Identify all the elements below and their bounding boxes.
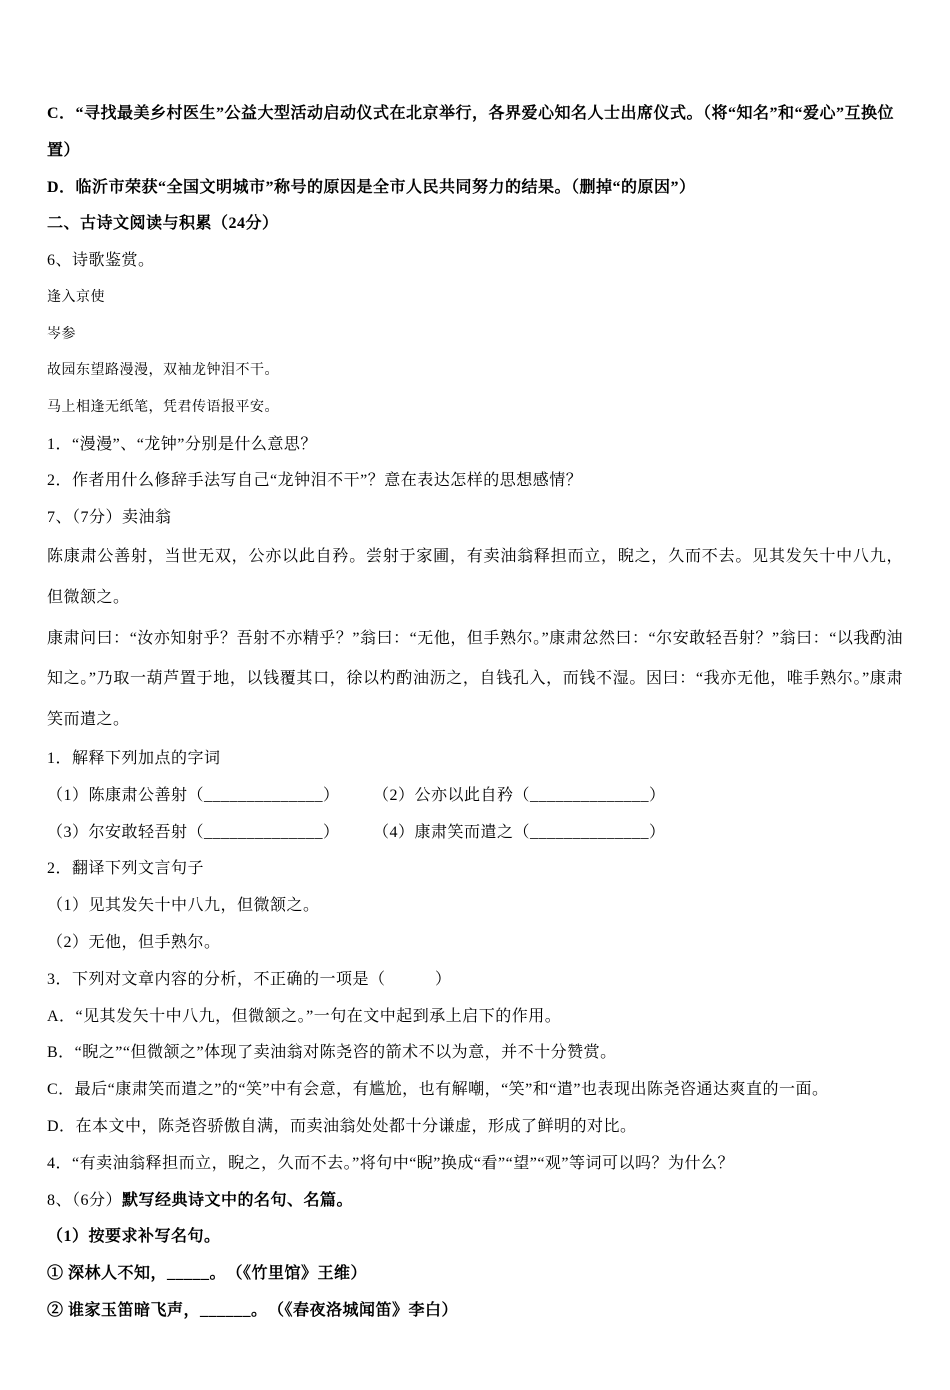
text-run: ② 谁家玉笛暗飞声，______。 （《春夜洛城闻笛》李白） — [47, 1302, 459, 1319]
document-body — [47, 96, 903, 1330]
text-line — [47, 463, 903, 500]
text-run: D．临沂市荣获“全国文明城市”称号的原因是全市人民共同努力的结果。（删掉“的原因”） — [47, 178, 696, 196]
text-run: （3）尔安敢轻吾射（______________） （4）康肃笑而遣之（______________） — [47, 823, 666, 841]
text-run: 3．下列对文章内容的分析，不正确的一项是（ ） — [47, 970, 452, 988]
text-run: D．在本文中，陈尧咨骄傲自满，而卖油翁处处都十分谦虚，形成了鲜明的对比。 — [47, 1118, 637, 1136]
text-line — [47, 925, 903, 962]
text-line — [47, 1146, 903, 1183]
text-line — [47, 1183, 903, 1220]
text-line — [47, 619, 903, 741]
text-run: 岑参 — [47, 326, 76, 342]
text-line — [47, 427, 903, 464]
text-run: （1）按要求补写名句。 — [47, 1228, 221, 1246]
text-line — [47, 390, 903, 427]
text-line — [47, 1219, 903, 1256]
text-line — [47, 353, 903, 390]
text-run: （1）陈康肃公善射（______________） （2）公亦以此自矜（______________） — [47, 786, 666, 804]
text-run: ① 深林人不知，_____。 （《竹里馆》王维） — [47, 1265, 368, 1283]
text-run: 默写经典诗文中的名句、名篇。 — [122, 1191, 354, 1209]
text-line — [47, 1256, 903, 1293]
text-run: 1．“漫漫”、“龙钟”分别是什么意思？ — [47, 435, 317, 453]
text-line — [47, 206, 903, 243]
text-run: （1）见其发矢十中八九，但微颔之。 — [47, 897, 320, 915]
text-run: C．“寻找最美乡村医生”公益大型活动启动仪式在北京举行，各界爱心知名人士出席仪式。（将“知名”和“爱心”互换位置） — [47, 105, 895, 159]
text-line — [47, 1293, 903, 1330]
text-run: 7、（7分）卖油翁 — [47, 509, 172, 527]
text-run: 二、古诗文阅读与积累（24分） — [47, 215, 279, 233]
text-line — [47, 888, 903, 925]
text-line — [47, 815, 903, 852]
text-line — [47, 741, 903, 778]
text-run: 6、诗歌鉴赏。 — [47, 252, 155, 270]
text-line — [47, 170, 903, 207]
text-run: 1．解释下列加点的字词 — [47, 750, 221, 768]
text-run: 陈康肃公善射，当世无双，公亦以此自矜。尝射于家圃，有卖油翁释担而立，睨之，久而不去。见其发矢十中八九，但微颔之。 — [47, 548, 903, 606]
text-line — [47, 1109, 903, 1146]
text-run: 马上相逢无纸笔，凭君传语报平安。 — [47, 400, 279, 415]
text-run: 故园东望路漫漫，双袖龙钟泪不干。 — [47, 363, 279, 379]
text-run: 4．“有卖油翁释担而立，睨之，久而不去。”将句中“睨”换成“看”“望”“观”等词可以吗？为什么？ — [47, 1154, 735, 1172]
text-line — [47, 96, 903, 170]
text-run: 康肃问曰：“汝亦知射乎？吾射不亦精乎？”翁曰：“无他，但手熟尔。”康肃忿然曰：“尔安敢轻吾射？”翁曰：“以我酌油知之。”乃取一葫芦置于地，以钱覆其口，徐以杓酌油沥之，自钱孔入，而钱不湿。因曰：“我亦无他，唯手熟尔。”康肃笑而遣之。 — [47, 629, 903, 729]
text-run: A．“见其发矢十中八九，但微颔之。”一句在文中起到承上启下的作用。 — [47, 1007, 562, 1025]
text-run: 逢入京使 — [47, 289, 105, 305]
text-line — [47, 500, 903, 537]
text-run: 2．翻译下列文言句子 — [47, 860, 205, 878]
text-run: B．“睨之”“但微颔之”体现了卖油翁对陈尧咨的箭术不以为意，并不十分赞赏。 — [47, 1044, 617, 1062]
text-line — [47, 537, 903, 619]
text-run: 2．作者用什么修辞手法写自己“龙钟泪不干”？意在表达怎样的思想感情？ — [47, 472, 583, 490]
text-line — [47, 1035, 903, 1072]
text-line — [47, 280, 903, 317]
text-line — [47, 999, 903, 1036]
text-line — [47, 317, 903, 354]
text-line — [47, 962, 903, 999]
text-run: C．最后“康肃笑而遣之”的“笑”中有会意，有尴尬，也有解嘲，“笑”和“遣”也表现出陈尧咨通达爽直的一面。 — [47, 1081, 829, 1099]
text-line — [47, 851, 903, 888]
text-run: 8、（6分） — [47, 1191, 123, 1209]
text-line — [47, 778, 903, 815]
text-run: （2）无他，但手熟尔。 — [47, 934, 221, 952]
text-line — [47, 1072, 903, 1109]
text-line — [47, 243, 903, 280]
